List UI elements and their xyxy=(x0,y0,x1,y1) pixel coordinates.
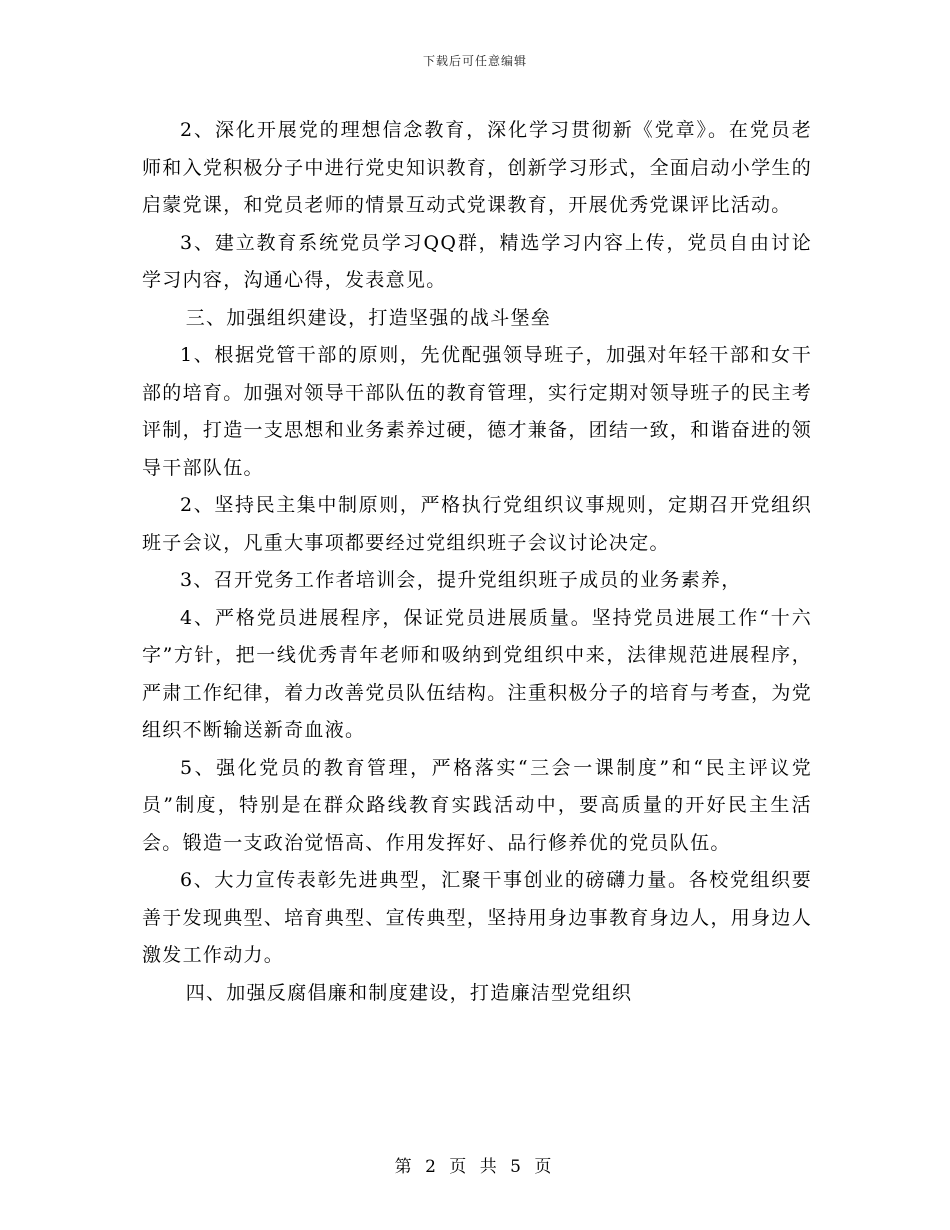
paragraph: 1、根据党管干部的原则，先优配强领导班子，加强对年轻干部和女干部的培育。加强对领导干部队伍的教育管理，实行定期对领导班子的民主考评制，打造一支思想和业务素养过硬，德才兼备，团结一致，和谐奋进的领导干部队伍。 xyxy=(142,344,812,479)
section-heading: 三、加强组织建设，打造坚强的战斗堡垒 xyxy=(185,306,552,329)
section-heading: 四、加强反腐倡廉和制度建设，打造廉洁型党组织 xyxy=(185,981,633,1004)
paragraph: 2、深化开展党的理想信念教育，深化学习贯彻新《党章》。在党员老师和入党积极分子中进行党史知识教育，创新学习形式，全面启动小学生的启蒙党课，和党员老师的情景互动式党课教育，开展优秀党课评比活动。 xyxy=(142,119,812,216)
paragraph: 3、召开党务工作者培训会，提升党组织班子成员的业务素养， xyxy=(180,569,742,591)
header-note: 下载后可任意编辑 xyxy=(422,54,527,68)
paragraph: 5、强化党员的教育管理，严格落实“三会一课制度”和“民主评议党员”制度，特别是在群众路线教育实践活动中，要高质量的开好民主生活会。锻造一支政治觉悟高、作用发挥好、品行修养优的党员队伍。 xyxy=(142,756,812,854)
paragraph: 2、坚持民主集中制原则，严格执行党组织议事规则，定期召开党组织班子会议，凡重大事项都要经过党组织班子会议讨论决定。 xyxy=(142,494,812,554)
paragraph: 6、大力宣传表彰先进典型，汇聚干事创业的磅礴力量。各校党组织要善于发现典型、培育典型、宣传典型，坚持用身边事教育身边人，用身边人激发工作动力。 xyxy=(142,869,812,966)
document-body xyxy=(142,112,812,1012)
paragraph: 4、严格党员进展程序，保证党员进展质量。坚持党员进展工作“十六字”方针，把一线优秀青年老师和吸纳到党组织中来，法律规范进展程序，严肃工作纪律，着力改善党员队伍结构。注重积极分子的培育与考查，为党组织不断输送新奇血液。 xyxy=(142,606,812,741)
paragraph: 3、建立教育系统党员学习QQ群，精选学习内容上传，党员自由讨论学习内容，沟通心得，发表意见。 xyxy=(142,231,812,291)
page-number-footer: 第 2 页 共 5 页 xyxy=(394,1157,556,1177)
